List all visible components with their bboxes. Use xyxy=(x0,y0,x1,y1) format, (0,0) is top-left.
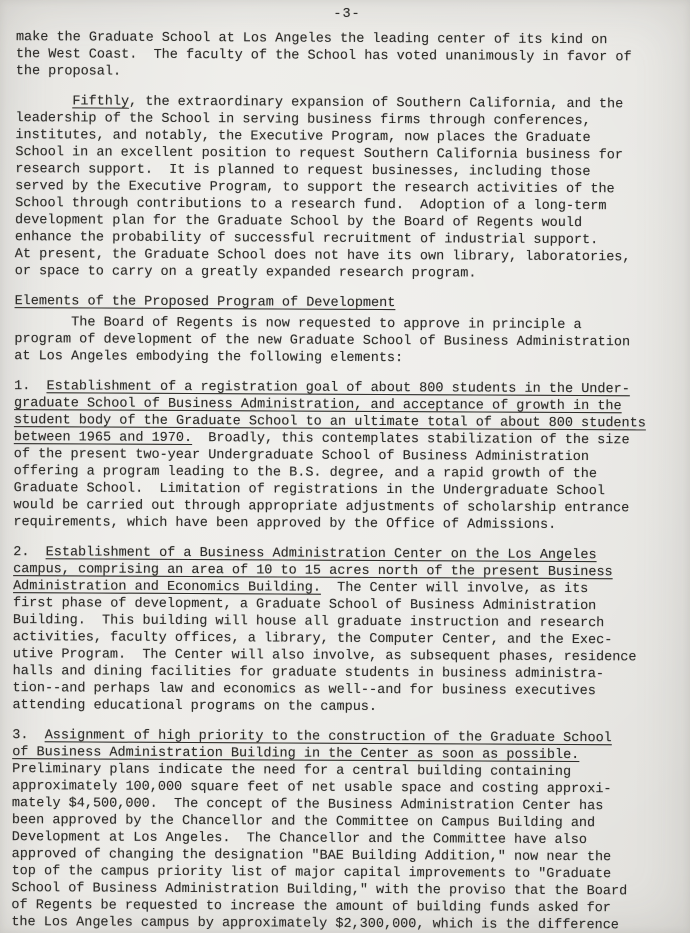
text-line xyxy=(12,697,674,717)
text-segment: leadership of the School in serving business firms through conferences, xyxy=(15,111,591,130)
text-line xyxy=(16,63,678,83)
text-segment: 1. xyxy=(14,379,47,395)
text-line xyxy=(11,914,673,933)
underlined-text: Elements of the Proposed Program of Development xyxy=(14,294,396,312)
underlined-text: Establishment of a Business Administration Center on the Los Angeles xyxy=(45,545,597,564)
underlined-text: of Business Administration Building in the Center as soon as possible. xyxy=(12,745,580,764)
text-segment: utive Program. The Center will also involve, as subsequent phases, residence xyxy=(12,647,637,666)
text-line xyxy=(14,348,676,368)
text-segment: at Los Angeles embodying the following elements: xyxy=(14,349,404,367)
text-segment: served by the Executive Program, to support the research activities of the xyxy=(15,179,615,198)
underlined-text: between 1965 and 1970. xyxy=(13,430,193,447)
text-segment: School through contributions to a research fund. Adoption of a long-term xyxy=(15,196,607,215)
text-segment: School in an excellent position to request Southern California business for xyxy=(15,145,623,164)
text-segment: the West Coast. The faculty of the School has voted unanimously in favor of xyxy=(15,47,632,66)
underlined-text: Establishment of a registration goal of about 800 students in the Under- xyxy=(46,379,630,398)
text-segment: the proposal. xyxy=(15,64,122,80)
paragraph-intro xyxy=(16,29,678,83)
text-segment: tion--and perhaps law and economics as well--and for business executives xyxy=(12,681,596,700)
list-item-3 xyxy=(11,727,674,933)
text-segment xyxy=(16,94,73,109)
document-body xyxy=(11,29,678,933)
text-segment: At present, the Graduate School does not have its own library, laboratories, xyxy=(14,247,631,266)
text-segment: of Regents be requested to increase the amount of building funds asked for xyxy=(11,898,611,917)
text-segment: mately $4,500,000. The concept of the Business Administration Center has xyxy=(11,796,604,815)
text-segment: approved of changing the designation "BAE Building Addition," now near the xyxy=(11,847,612,866)
paragraph-board-request xyxy=(14,314,676,368)
text-segment: 3. xyxy=(12,728,45,744)
list-item-1 xyxy=(13,378,676,534)
underlined-text: Fifthly xyxy=(72,94,130,110)
text-line xyxy=(15,263,677,283)
paragraph-fifthly xyxy=(15,93,678,283)
text-segment: offering a program leading to the B.S. degree, and a rapid growth of the xyxy=(13,464,598,483)
text-segment: make the Graduate School at Los Angeles the leading center of its kind on xyxy=(15,30,608,49)
underlined-text: Assignment of high priority to the construction of the Graduate School xyxy=(44,728,612,747)
text-segment: attending educational programs on the campus. xyxy=(12,698,378,715)
text-segment: halls and dining facilities for graduate students in business administra- xyxy=(12,664,605,683)
text-segment: approximately 100,000 square feet of net usable space and costing approxi- xyxy=(11,779,612,798)
text-segment: School of Business Administration Building," with the proviso that the Board xyxy=(11,881,628,900)
section-heading xyxy=(15,293,677,313)
text-segment: program of development of the new Graduate School of Business Administration xyxy=(14,332,631,351)
text-segment: the Los Angeles campus by approximately $2,300,000, which is the difference xyxy=(11,915,619,933)
underlined-text: graduate School of Business Administration, and acceptance of growth in the xyxy=(14,396,622,415)
text-segment: institutes, and notably, the Executive Program, now places the Graduate xyxy=(15,128,591,147)
text-line xyxy=(15,293,677,313)
text-segment: 2. xyxy=(13,545,46,561)
text-segment: , the extraordinary expansion of Southern California, and the xyxy=(129,94,624,113)
underlined-text: student body of the Graduate School to an ultimate total of about 800 students xyxy=(13,413,646,432)
text-segment: Broadly, this contemplates stabilization of the size xyxy=(192,431,630,449)
underlined-text: Administration and Economics Building. xyxy=(13,579,321,596)
text-segment: would be carried out through appropriate adjustments of scholarship entrance xyxy=(13,498,630,517)
underlined-text: campus, comprising an area of 10 to 15 acres north of the present Business xyxy=(13,562,613,581)
text-segment: Preliminary plans indicate the need for a central building containing xyxy=(12,762,572,781)
text-segment: The Center will involve, as its xyxy=(320,580,589,598)
text-segment: been approved by the Chancellor and the Committee on Campus Building and xyxy=(11,813,596,832)
text-line xyxy=(13,514,675,534)
text-segment: development plan for the Graduate School by the Board of Regents would xyxy=(14,213,583,232)
text-segment: first phase of development, a Graduate School of Business Administration xyxy=(12,596,597,615)
list-item-2 xyxy=(12,544,675,717)
text-segment: Development at Los Angeles. The Chancellor and the Committee have also xyxy=(11,830,588,849)
text-segment: Building. This building will house all graduate instruction and research xyxy=(12,613,605,632)
text-segment: The Board of Regents is now requested to approve in principle a xyxy=(14,315,582,334)
text-segment: enhance the probability of successful recruitment of industrial support. xyxy=(14,230,599,249)
text-segment: top of the campus priority list of major capital improvements to "Graduate xyxy=(11,864,612,883)
text-segment: or space to carry on a greatly expanded research program. xyxy=(14,264,477,282)
text-segment: requirements, which have been approved by the Office of Admissions. xyxy=(13,515,557,533)
text-segment: of the present two-year Undergraduate School of Business Administration xyxy=(13,447,590,466)
page-number: -3- xyxy=(333,7,361,22)
text-segment: Graduate School. Limitation of registrations in the Undergraduate School xyxy=(13,481,606,500)
text-segment: research support. It is planned to request businesses, including those xyxy=(15,162,591,181)
text-segment: activities, faculty offices, a library, the Computer Center, and the Exec- xyxy=(12,630,613,649)
